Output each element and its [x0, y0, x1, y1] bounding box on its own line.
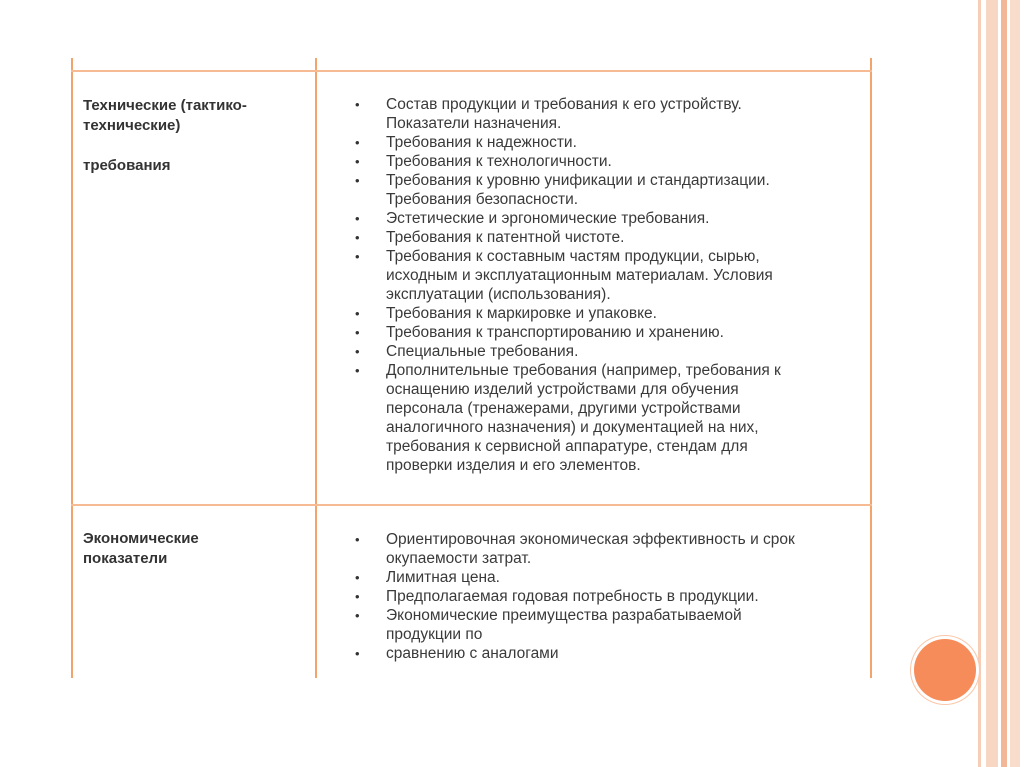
requirements-table	[71, 58, 873, 678]
heading-line: технические)	[83, 117, 181, 134]
item-line: • Специальные требования.	[386, 343, 579, 360]
item-line: Требования безопасности.	[386, 191, 579, 208]
list-item	[339, 247, 864, 304]
decor-stripe	[986, 0, 998, 767]
item-line: • Требования к патентной чистоте.	[386, 229, 625, 246]
item-line: продукции по	[386, 626, 483, 643]
item-line: • Требования к транспортированию и хранению.	[386, 324, 724, 341]
item-line: • Лимитная цена.	[386, 569, 500, 586]
item-line: • Ориентировочная экономическая эффективность и срок	[386, 531, 795, 548]
table-row-divider	[71, 504, 872, 506]
item-line: • Экономические преимущества разрабатываемой	[386, 607, 742, 624]
decor-stripe	[978, 0, 981, 767]
item-line: оснащению изделий устройствами для обучения	[386, 381, 739, 398]
list-item	[339, 606, 864, 644]
item-line: проверки изделия и его элементов.	[386, 457, 641, 474]
item-line: • Состав продукции и требования к его устройству.	[386, 96, 742, 113]
list-item	[339, 152, 864, 171]
item-line: • Требования к уровню унификации и стандартизации.	[386, 172, 770, 189]
list-item	[339, 228, 864, 247]
list-item	[339, 644, 864, 663]
row-heading-technical	[83, 96, 303, 176]
list-item	[339, 342, 864, 361]
table-border-right	[870, 58, 872, 678]
item-line: • Требования к составным частям продукции, сырью,	[386, 248, 760, 265]
list-item	[339, 323, 864, 342]
item-line: • Предполагаемая годовая потребность в продукции.	[386, 588, 759, 605]
item-line: персонала (тренажерами, другими устройствами	[386, 400, 741, 417]
list-item	[339, 95, 864, 133]
list-item	[339, 587, 864, 606]
item-line: аналогичного назначения) и документацией на них,	[386, 419, 759, 436]
heading-line: Технические (тактико-	[83, 97, 247, 114]
list-item	[339, 361, 864, 475]
list-item	[339, 530, 864, 568]
row-heading-economic	[83, 529, 303, 569]
item-line: • Требования к маркировке и упаковке.	[386, 305, 657, 322]
list-item	[339, 133, 864, 152]
item-line: • Требования к надежности.	[386, 134, 577, 151]
item-line: • Дополнительные требования (например, требования к	[386, 362, 781, 379]
heading-line: требования	[83, 157, 171, 174]
table-border-middle	[315, 58, 317, 678]
item-line: • сравнению с аналогами	[386, 645, 559, 662]
table-border-top	[71, 70, 872, 72]
list-item	[339, 171, 864, 209]
decor-stripe	[1001, 0, 1007, 767]
technical-requirements-list	[339, 95, 864, 475]
item-line: • Требования к технологичности.	[386, 153, 612, 170]
item-line: требования к сервисной аппаратуре, стендам для	[386, 438, 748, 455]
decor-circle	[914, 639, 976, 701]
heading-line: Экономические	[83, 530, 199, 547]
list-item	[339, 568, 864, 587]
list-item	[339, 304, 864, 323]
heading-gap	[83, 136, 303, 156]
economic-indicators-list	[339, 530, 864, 663]
item-line: эксплуатации (использования).	[386, 286, 611, 303]
table-border-left	[71, 58, 73, 678]
decor-stripe	[1010, 0, 1020, 767]
item-line: окупаемости затрат.	[386, 550, 532, 567]
heading-line: показатели	[83, 550, 168, 567]
item-line: • Эстетические и эргономические требования.	[386, 210, 710, 227]
list-item	[339, 209, 864, 228]
item-line: Показатели назначения.	[386, 115, 562, 132]
item-line: исходным и эксплуатационным материалам. Условия	[386, 267, 773, 284]
